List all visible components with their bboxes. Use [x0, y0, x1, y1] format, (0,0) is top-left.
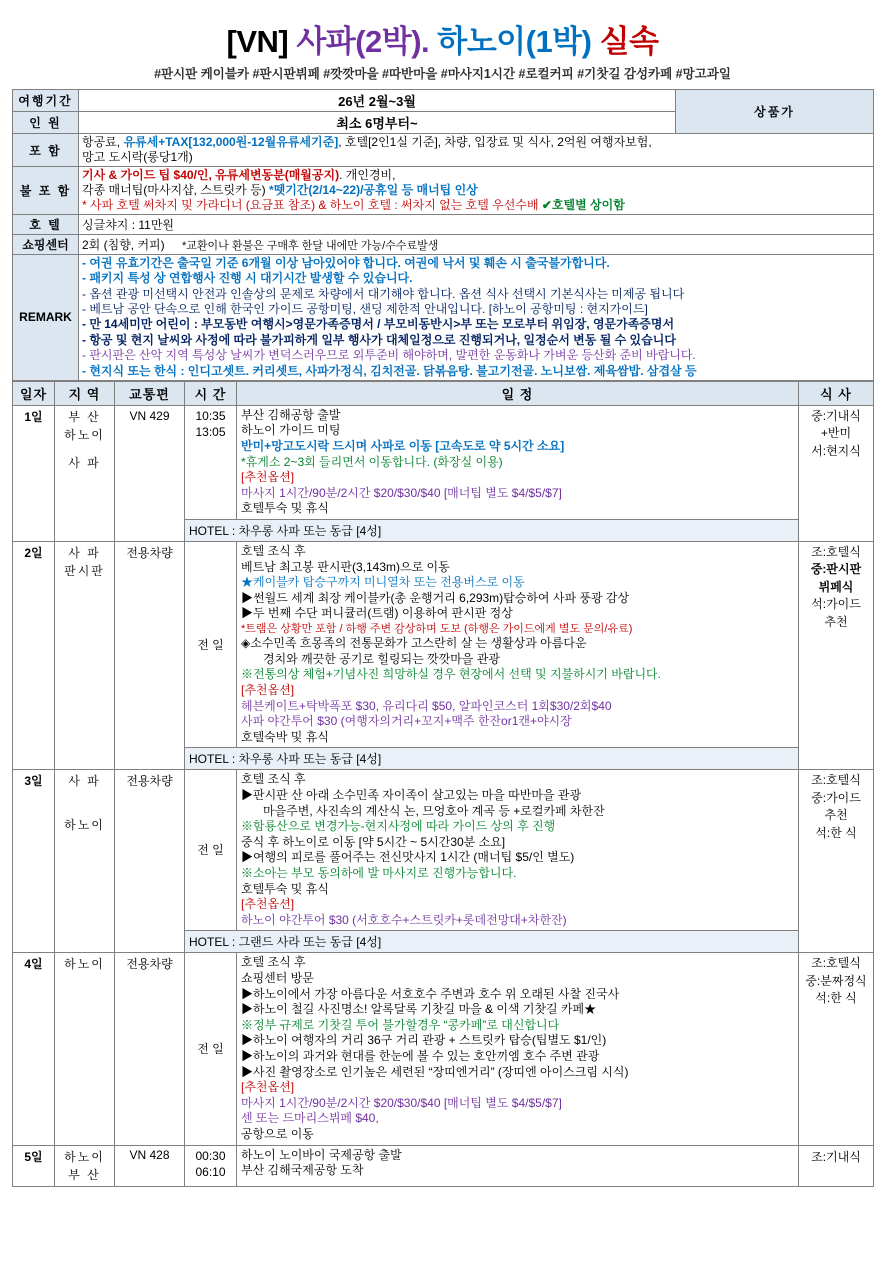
schedule-line: 중식 후 하노이로 이동 [약 5시간 ~ 5시간30분 소요] — [241, 834, 506, 849]
value-people: 최소 6명부터~ — [79, 112, 676, 134]
exclude-text-1a: 기사 & 가이드 팁 $40/인, 유류세변동분(매월공지) — [82, 168, 340, 182]
meal-line: 조:호텔식 — [811, 773, 861, 788]
table-row — [13, 542, 874, 748]
page-title — [12, 16, 873, 61]
meal-line: 석:한 식 — [815, 991, 857, 1006]
meal-cell — [799, 953, 874, 1145]
hotel-line: HOTEL : 차우롱 사파 또는 동급 [4성] — [185, 520, 799, 542]
schedule-cell — [237, 1145, 799, 1186]
shopping-text-b: *교환이나 환불은 구매후 한달 내에만 가능/수수료발생 — [181, 240, 439, 252]
schedule-line: ▶하노이 여행자의 거리 36구 거리 관광 + 스트릿카 탑승(팁별도 $1/인) — [241, 1033, 607, 1048]
label-remark: REMARK — [13, 255, 79, 381]
region-cell — [55, 1145, 115, 1186]
transport-cell: VN 429 — [115, 405, 185, 541]
schedule-line: 마사지 1시간/90분/2시간 $20/$30/$40 [매너팁 별도 $4/$5/$7] — [241, 1095, 562, 1110]
schedule-line: ※소아는 부모 동의하에 발 마사지로 진행가능합니다. — [241, 866, 517, 881]
meal-cell — [799, 405, 874, 541]
schedule-line: ▶두 번째 수단 퍼니큘러(트램) 이용하여 판시판 정상 — [241, 606, 513, 621]
meal-line: +반미 — [820, 426, 852, 441]
col-time: 시 간 — [185, 381, 237, 405]
region-cell — [55, 770, 115, 953]
itinerary-header-row — [13, 381, 874, 405]
value-shopping — [79, 235, 874, 255]
exclude-text-3a: * 사파 호텔 써차지 및 가라디너 (요금표 참조) & 하노이 호텔 : 써차지 없는 호텔 우선수배 — [82, 198, 542, 212]
region-line: 사 파 — [68, 546, 101, 561]
meal-line: 추천 — [824, 614, 848, 629]
exclude-text-1b: . 개인경비, — [339, 168, 396, 182]
schedule-cell — [237, 953, 799, 1145]
meal-line: 중:분짜정식 — [805, 973, 867, 988]
schedule-line: ▶사진 촬영장소로 인기높은 세련된 “장띠엔거리” (장띠엔 아이스크림 시식) — [241, 1064, 629, 1079]
schedule-line: 쇼핑센터 방문 — [241, 970, 314, 985]
transport-cell: 전용차량 — [115, 953, 185, 1145]
time-line: 06:10 — [195, 1164, 226, 1179]
meal-line: 뷔페식 — [818, 579, 854, 594]
region-line: 사 파 — [68, 774, 101, 789]
row-exclude — [13, 167, 874, 215]
label-include: 포 함 — [13, 134, 79, 167]
shopping-text-a: 2회 (침향, 커피) — [82, 238, 165, 252]
region-cell: 하노이 — [55, 953, 115, 1145]
col-region: 지 역 — [55, 381, 115, 405]
schedule-line: 호텔 조식 후 — [241, 772, 306, 787]
meal-line: 석:가이드 — [811, 597, 861, 612]
row-remark — [13, 255, 874, 381]
itinerary-table — [12, 381, 874, 1187]
transport-cell: 전용차량 — [115, 770, 185, 953]
title-part-3: 하노이(1박) — [429, 24, 592, 59]
label-hotel: 호 텔 — [13, 215, 79, 235]
time-cell — [185, 1145, 237, 1186]
label-price: 상품가 — [676, 90, 874, 134]
meal-line: 중:가이드 — [811, 790, 861, 805]
value-travel-period: 26년 2월~3월 — [79, 90, 676, 112]
schedule-line: 하노이 가이드 미팅 — [241, 423, 341, 438]
schedule-line: ★케이블카 탑승구까지 미니열차 또는 전용버스로 이동 — [241, 575, 525, 590]
region-cell — [55, 405, 115, 541]
schedule-line: 부산 김해국제공항 도착 — [241, 1163, 364, 1178]
time-cell — [185, 405, 237, 519]
meal-cell — [799, 770, 874, 953]
table-row — [13, 770, 874, 931]
time-line: 13:05 — [195, 425, 226, 440]
region-line: 부 산 — [68, 409, 101, 424]
schedule-line: 마사지 1시간/90분/2시간 $20/$30/$40 [매너팁 별도 $4/$5/$7] — [241, 485, 562, 500]
schedule-line: 호텔숙박 및 휴식 — [241, 729, 329, 744]
schedule-cell — [237, 542, 799, 748]
meal-line: 서:현지식 — [811, 443, 861, 458]
region-line: 부 산 — [68, 1167, 101, 1182]
schedule-line: ▶하노이 철길 사진명소! 알록달록 기찻길 마을 & 이색 기찻길 카페★ — [241, 1002, 597, 1017]
meal-cell: 조:기내식 — [799, 1145, 874, 1186]
exclude-text-2a: 각종 매너팁(마사지샵, 스트릿카 등) — [82, 183, 269, 197]
meal-cell — [799, 542, 874, 770]
schedule-line: 베트남 최고봉 판시판(3,143m)으로 이동 — [241, 559, 450, 574]
meal-line: 석:한 식 — [815, 825, 857, 840]
schedule-line: 센 또는 드마리스뷔페 $40, — [241, 1111, 379, 1126]
remark-item: - 베트남 공안 단속으로 인해 한국인 가이드 공항미팅, 샌딩 제한적 안내입니다. [하노이 공항미팅 : 현지가이드] — [82, 302, 648, 317]
schedule-line: 헤븐케이트+탁박폭포 $30, 유리다리 $50, 알파인코스터 1회$30/2회$40 — [241, 698, 612, 713]
schedule-line: ▶썬월드 세계 최장 케이블카(총 운행거리 6,293m)탑승하여 사파 풍광 감상 — [241, 590, 630, 605]
row-travel-period — [13, 90, 874, 112]
table-row — [13, 953, 874, 1145]
region-line: 사 파 — [68, 455, 101, 470]
schedule-line: 부산 김해공항 출발 — [241, 407, 341, 422]
schedule-line: 호텔투숙 및 휴식 — [241, 881, 329, 896]
remark-item: - 옵션 관광 미선택시 안전과 인솔상의 문제로 차량에서 대기해야 합니다. 옵션 식사 선택시 기본식사는 미제공 됩니다 — [82, 286, 685, 301]
meal-line: 중:판시판 — [810, 562, 862, 577]
include-text-b: 유류세+TAX[132,000원-12월유류세기준] — [123, 135, 339, 149]
transport-cell: VN 428 — [115, 1145, 185, 1186]
schedule-line: ※정부 규제로 기찻길 투어 불가할경우 “콩카페”로 대신합니다 — [241, 1017, 560, 1032]
hashtag-line: #판시판 케이블카 #판시판뷔페 #깟깟마을 #따반마을 #마사지1시간 #로컬커피 #기찻길 감성카페 #망고과일 — [154, 67, 731, 81]
schedule-line: 경치와 깨끗한 공기로 힐링되는 깟깟마을 관광 — [263, 651, 500, 666]
schedule-line: ◈소수민족 흐몽족의 전통문화가 고스란히 살 는 생활상과 아름다운 — [241, 636, 587, 651]
hotel-line: HOTEL : 차우롱 사파 또는 동급 [4성] — [185, 748, 799, 770]
day-number: 1일 — [13, 405, 55, 541]
schedule-line: [추천옵션] — [241, 683, 295, 698]
include-text-line2: 망고 도시락(롱당1개) — [82, 150, 193, 164]
row-hotel — [13, 215, 874, 235]
schedule-line: 마을주변, 사진속의 계산식 논, 므엉호아 계곡 등 +로컬카페 차한잔 — [263, 803, 605, 818]
schedule-line: ※함룡산으로 변경가능-현지사정에 따라 가이드 상의 후 진행 — [241, 819, 556, 834]
schedule-line: 호텔투숙 및 휴식 — [241, 501, 329, 516]
schedule-line: 하노이 야간투어 $30 (서호호수+스트릿카+롯데전망대+차한잔) — [241, 912, 567, 927]
meal-line: 추천 — [824, 808, 848, 823]
title-part-2: 사파(2박). — [296, 24, 430, 59]
transport-cell: 전용차량 — [115, 542, 185, 770]
day-number: 5일 — [13, 1145, 55, 1186]
region-line: 하노이 — [64, 818, 105, 833]
title-part-4: 실속 — [591, 24, 659, 59]
time-cell: 전 일 — [185, 953, 237, 1145]
col-day: 일자 — [13, 381, 55, 405]
day-number: 2일 — [13, 542, 55, 770]
remark-item: - 만 14세미만 어린이 : 부모동반 여행시>영문가족증명서 / 부모비동반시>부 또는 모로부터 위임장, 영문가족증명서 — [82, 317, 675, 332]
schedule-line: 하노이 노이바이 국제공항 출발 — [241, 1147, 402, 1162]
meal-line: 중:기내식 — [811, 408, 861, 423]
schedule-line: [추천옵션] — [241, 470, 295, 485]
schedule-cell — [237, 770, 799, 931]
table-row — [13, 1145, 874, 1186]
hotel-line: HOTEL : 그랜드 사라 또는 동급 [4성] — [185, 931, 799, 953]
meal-line: 조:호텔식 — [811, 545, 861, 560]
region-line: 판시판 — [64, 564, 105, 579]
remark-item: - 현지식 또는 한식 : 인디고셋트. 커리셋트, 사파가정식, 김치전골. 닭볶음탕. 불고기전골. 노니보쌈. 제육쌈밥. 삼겹살 등 — [82, 363, 697, 378]
schedule-line: *트램은 상황만 포함 / 하행 주변 감상하며 도보 (하행은 가이드에게 별도 문의/유료) — [241, 623, 633, 635]
day-number: 4일 — [13, 953, 55, 1145]
day-number: 3일 — [13, 770, 55, 953]
col-meal: 식 사 — [799, 381, 874, 405]
col-schedule: 일 정 — [237, 381, 799, 405]
time-cell: 전 일 — [185, 542, 237, 748]
exclude-text-3b: ✔호텔별 상이함 — [541, 198, 625, 212]
time-line: 10:35 — [195, 408, 226, 423]
info-table — [12, 89, 874, 381]
include-text-a: 항공료, — [82, 135, 124, 149]
value-exclude — [79, 167, 874, 215]
value-remark — [79, 255, 874, 381]
schedule-line: ▶하노이에서 가장 아름다운 서호호수 주변과 호수 위 오래된 사찰 진국사 — [241, 986, 620, 1001]
time-line: 00:30 — [195, 1148, 226, 1163]
value-include — [79, 134, 874, 167]
row-shopping — [13, 235, 874, 255]
region-cell — [55, 542, 115, 770]
exclude-text-2b: *뗏기간(2/14~22)/공휴일 등 매너팁 인상 — [268, 183, 478, 197]
schedule-line: 공항으로 이동 — [241, 1126, 314, 1141]
remark-item: - 항공 및 현지 날씨와 사정에 따라 불가피하게 일부 행사가 대체일정으로 진행되거나, 일정순서 변동 될 수 있습니다 — [82, 332, 676, 347]
schedule-line: 호텔 조식 후 — [241, 955, 306, 970]
label-travel-period: 여행기간 — [13, 90, 79, 112]
remark-item: - 판시판은 산악 지역 특성상 날씨가 변덕스러우므로 외투준비 해야하며, 발편한 운동화나 가벼운 등산화 준비 바랍니다. — [82, 348, 696, 363]
schedule-line: ▶여행의 피로를 풀어주는 전신맛사지 1시간 (매너팁 $5/인 별도) — [241, 850, 575, 865]
row-include — [13, 134, 874, 167]
time-cell: 전 일 — [185, 770, 237, 931]
region-line: 하노이 — [64, 427, 105, 442]
schedule-line: ※전통의상 체험+기념사진 희망하실 경우 현장에서 선택 및 지불하시기 바랍니다. — [241, 667, 661, 682]
label-exclude: 불 포 함 — [13, 167, 79, 215]
title-part-1: [VN] — [226, 24, 297, 59]
include-text-c: , 호텔[2인1실 기준], 차량, 입장료 및 식사, 2억원 여행자보험, — [338, 135, 652, 149]
title-block — [12, 16, 873, 82]
schedule-line: 호텔 조식 후 — [241, 544, 306, 559]
schedule-line: ▶하노이의 과거와 현대를 한눈에 볼 수 있는 호안끼엠 호수 주변 관광 — [241, 1048, 600, 1063]
remark-item: - 여권 유효기간은 출국일 기준 6개월 이상 남아있어야 합니다. 여권에 낙서 및 훼손 시 출국불가합니다. — [82, 256, 610, 270]
label-people: 인 원 — [13, 112, 79, 134]
col-transport: 교통편 — [115, 381, 185, 405]
schedule-line: [추천옵션] — [241, 897, 295, 912]
region-line: 하노이 — [64, 1149, 105, 1164]
value-hotel: 싱글챠지 : 11만원 — [79, 215, 874, 235]
schedule-line: 사파 야간투어 $30 (여행자의거리+꼬지+맥주 한잔or1캔+야시장 — [241, 714, 572, 729]
meal-line: 조:호텔식 — [811, 956, 861, 971]
remark-item: - 패키지 특성 상 연합행사 진행 시 대기시간 발생할 수 있습니다. — [82, 271, 413, 286]
label-shopping: 쇼핑센터 — [13, 235, 79, 255]
schedule-line: [추천옵션] — [241, 1080, 295, 1095]
table-row — [13, 405, 874, 519]
schedule-line: 반미+망고도시락 드시며 사파로 이동 [고속도로 약 5시간 소요] — [241, 439, 565, 454]
schedule-line: ▶판시판 산 아래 소수민족 자이족이 살고있는 마을 따반마을 관광 — [241, 788, 582, 803]
schedule-cell — [237, 405, 799, 519]
schedule-line: *휴게소 2~3회 들리면서 이동합니다. (화장실 이용) — [241, 454, 503, 469]
